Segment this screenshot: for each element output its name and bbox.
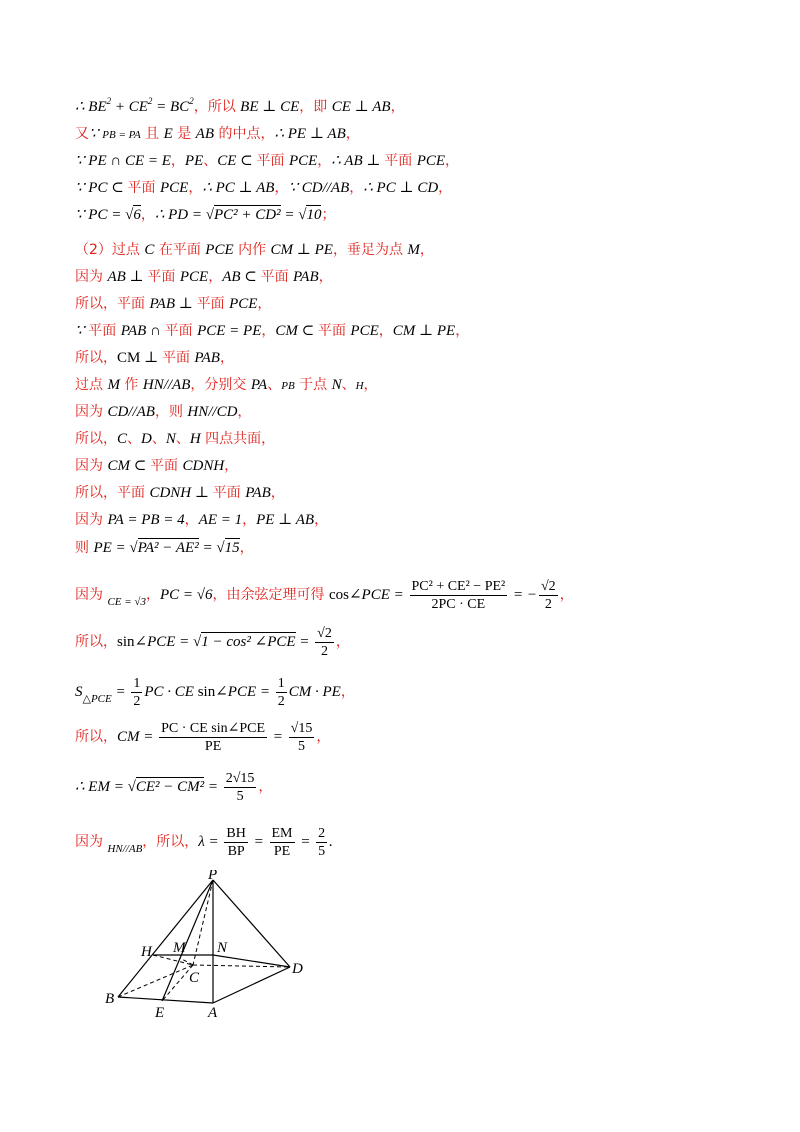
text-line bbox=[75, 348, 234, 368]
text-line bbox=[75, 456, 238, 476]
fraction bbox=[289, 720, 315, 755]
fraction bbox=[270, 825, 295, 860]
text-run: 因为 bbox=[75, 404, 108, 420]
radicand: 6 bbox=[133, 207, 141, 223]
text-run: ， bbox=[314, 512, 329, 528]
math-text: PCE = PE bbox=[197, 323, 262, 339]
math-text: PAB bbox=[194, 350, 220, 366]
text-run: ， bbox=[445, 153, 460, 169]
math-text: = √ bbox=[198, 540, 225, 556]
fraction-denominator: 2 bbox=[321, 644, 328, 659]
text-run: ， bbox=[224, 458, 239, 474]
fraction-denominator: 2 bbox=[544, 597, 552, 612]
math-text: PAB ∩ bbox=[120, 323, 165, 339]
text-run: （2）过点 bbox=[75, 242, 145, 258]
text-run: ， bbox=[349, 180, 364, 196]
fraction bbox=[131, 675, 142, 710]
text-line bbox=[75, 124, 360, 145]
text-run: 平面 bbox=[260, 269, 294, 285]
text-line bbox=[75, 510, 328, 530]
math-text: C bbox=[144, 242, 155, 258]
superscript: 2 bbox=[189, 96, 194, 106]
math-text: PAB ⊥ bbox=[149, 296, 197, 312]
math-text: ∵ PE ∩ CE = E bbox=[75, 153, 171, 169]
math-text: PCE bbox=[350, 323, 379, 339]
text-run: ， bbox=[188, 180, 203, 196]
text-run: ， bbox=[363, 377, 378, 393]
math-text: ∴ BE bbox=[75, 99, 107, 115]
radicand: 10 bbox=[306, 207, 322, 223]
math-text: + CE bbox=[111, 99, 148, 115]
math-text: = BC bbox=[152, 99, 190, 115]
math-text: = bbox=[111, 683, 130, 700]
text-run: ， bbox=[270, 485, 285, 501]
text-run: 的中点， bbox=[214, 126, 275, 142]
math-text: PA bbox=[250, 377, 268, 393]
math-text: PCE = bbox=[361, 586, 408, 603]
text-line bbox=[75, 538, 254, 558]
math-text: sin∠ bbox=[117, 633, 148, 650]
math-text-small: PB bbox=[281, 380, 295, 392]
text-run: ， bbox=[257, 296, 272, 312]
text-run: 所以，平面 bbox=[75, 485, 150, 501]
formula-line bbox=[75, 675, 355, 710]
text-run: ， bbox=[208, 269, 223, 285]
text-run: 因为 bbox=[75, 512, 108, 528]
math-text: CE ⊂ bbox=[217, 153, 257, 169]
superscript: 2 bbox=[106, 96, 112, 106]
text-line bbox=[75, 151, 459, 171]
math-text: CDNH ⊥ bbox=[149, 485, 213, 501]
text-run: ， bbox=[559, 586, 574, 603]
math-text: CM ⊂ bbox=[275, 323, 318, 339]
label-D: D bbox=[292, 961, 303, 977]
fraction-numerator: 2 bbox=[318, 826, 326, 841]
text-line bbox=[75, 321, 469, 341]
math-text: PE bbox=[184, 153, 204, 169]
text-run: ， bbox=[184, 512, 199, 528]
math-text: ∵ bbox=[89, 126, 103, 142]
math-text: M bbox=[407, 242, 420, 258]
edge-PE bbox=[162, 880, 213, 1001]
text-run: 所以，平面 bbox=[75, 296, 150, 312]
formula-line bbox=[75, 720, 330, 755]
fraction-denominator: 5 bbox=[298, 739, 306, 754]
text-run: ， bbox=[140, 207, 155, 223]
math-text: ∴ PC ⊥ CD bbox=[363, 180, 439, 196]
math-text: CM ⊂ bbox=[107, 458, 151, 474]
fraction-numerator: PC² + CE² − PE² bbox=[411, 579, 506, 594]
text-run: 因为 bbox=[75, 586, 108, 603]
formula-line bbox=[75, 770, 272, 805]
math-text: CM · PE bbox=[288, 683, 341, 700]
text-run: 、 bbox=[341, 377, 356, 393]
text-run: 因为 bbox=[75, 458, 108, 474]
text-run: ，所以 bbox=[193, 99, 241, 115]
text-run: ， bbox=[274, 180, 289, 196]
text-line bbox=[75, 97, 405, 118]
text-line bbox=[75, 267, 333, 287]
text-run: 所以， bbox=[75, 350, 117, 366]
text-run: 平面 bbox=[127, 180, 160, 196]
text-run: 平面 bbox=[212, 485, 246, 501]
text-run: ， bbox=[237, 404, 252, 420]
radicand: PA² − AE² bbox=[137, 540, 199, 556]
math-text: C bbox=[117, 431, 128, 447]
text-run: 平面 bbox=[317, 323, 351, 339]
formula-line bbox=[75, 825, 333, 860]
text-run: 平面 bbox=[384, 153, 417, 169]
fraction bbox=[316, 825, 327, 860]
text-run: 又 bbox=[75, 126, 89, 142]
label-M: M bbox=[173, 940, 186, 956]
text-run: 平面 bbox=[164, 323, 198, 339]
text-line bbox=[75, 205, 335, 225]
fraction-denominator: PE bbox=[204, 739, 222, 754]
math-text: H bbox=[189, 431, 201, 447]
math-text: BE ⊥ CE bbox=[240, 99, 300, 115]
formula-line bbox=[75, 625, 350, 660]
math-text: CM ⊥ bbox=[117, 350, 162, 366]
math-text: = bbox=[204, 778, 222, 795]
fraction-denominator: PE bbox=[273, 844, 291, 859]
math-text: S bbox=[75, 683, 83, 700]
text-run: 所以， bbox=[75, 431, 117, 447]
math-text: = bbox=[269, 728, 287, 745]
math-text: cos∠ bbox=[328, 586, 362, 603]
math-text: ∵ PC ⊂ bbox=[75, 180, 128, 196]
radicand: 1 − cos² ∠PCE bbox=[201, 633, 296, 650]
math-text: PC = √6 bbox=[159, 586, 213, 603]
label-E: E bbox=[155, 1005, 165, 1020]
math-text: . bbox=[329, 833, 333, 850]
fraction-numerator: BH bbox=[226, 826, 246, 841]
edge-CM bbox=[180, 958, 193, 965]
math-text: = bbox=[296, 833, 315, 850]
math-text: PAB bbox=[293, 269, 319, 285]
label-H: H bbox=[141, 944, 152, 960]
text-line bbox=[75, 429, 275, 449]
math-text: AB bbox=[195, 126, 214, 142]
text-run: 所以， bbox=[75, 728, 117, 745]
text-run: 因为 bbox=[75, 833, 108, 850]
math-text: N bbox=[331, 377, 342, 393]
math-text: ∴ PC ⊥ AB bbox=[202, 180, 275, 196]
text-run: ， bbox=[438, 180, 453, 196]
math-text: PCE bbox=[416, 153, 446, 169]
text-run: ，分别交 bbox=[190, 377, 251, 393]
text-run: 于点 bbox=[294, 377, 332, 393]
label-N: N bbox=[217, 940, 228, 956]
text-run: ，则 bbox=[154, 404, 188, 420]
math-text: PE ⊥ AB bbox=[256, 512, 315, 528]
math-text: M bbox=[107, 377, 120, 393]
fraction bbox=[159, 720, 267, 755]
text-run: ； bbox=[321, 207, 336, 223]
label-A: A bbox=[208, 1005, 218, 1020]
math-text: sin∠ bbox=[193, 683, 228, 700]
math-text: PCE bbox=[159, 180, 189, 196]
math-text-small: PB = PA bbox=[102, 129, 141, 141]
pyramid-figure bbox=[100, 870, 320, 1020]
text-run: 、 bbox=[267, 377, 282, 393]
label-P: P bbox=[208, 870, 218, 883]
text-run: 内作 bbox=[233, 242, 271, 258]
text-run: ， bbox=[335, 633, 350, 650]
fraction-numerator: √2 bbox=[540, 579, 556, 594]
label-C: C bbox=[189, 970, 200, 986]
text-run: 平面 bbox=[196, 296, 230, 312]
fraction-numerator: 2√15 bbox=[225, 771, 255, 786]
math-text: PA = PB = 4 bbox=[107, 512, 185, 528]
text-run: ， bbox=[219, 350, 234, 366]
math-text: E bbox=[163, 126, 173, 142]
text-run: 平面 bbox=[150, 458, 183, 474]
text-run: 是 bbox=[172, 126, 196, 142]
text-run: ， bbox=[340, 683, 355, 700]
math-text: CM ⊥ PE bbox=[270, 242, 333, 258]
label-B: B bbox=[105, 991, 115, 1007]
math-text: = − bbox=[509, 586, 537, 603]
text-run: 四点共面， bbox=[200, 431, 276, 447]
text-run: ， bbox=[317, 153, 332, 169]
math-text: ∴ PD = √ bbox=[154, 207, 214, 223]
subscript-math: HN//AB bbox=[107, 842, 143, 855]
math-text: = bbox=[295, 633, 314, 650]
fraction-denominator: 2PC · CE bbox=[431, 597, 486, 612]
math-text: AE = 1 bbox=[198, 512, 243, 528]
fraction-numerator: PC · CE sin∠PCE bbox=[161, 721, 266, 736]
text-run: ，垂足为点 bbox=[332, 242, 408, 258]
text-run: ， bbox=[316, 728, 331, 745]
math-text: CDNH bbox=[182, 458, 225, 474]
text-run: ，即 bbox=[299, 99, 332, 115]
fraction-numerator: √2 bbox=[317, 626, 332, 641]
text-run: 、 bbox=[127, 431, 142, 447]
text-run: 、 bbox=[175, 431, 190, 447]
subscript-math: CE = √3 bbox=[107, 595, 146, 608]
text-run: 因为 bbox=[75, 269, 108, 285]
text-run: 平面 bbox=[161, 350, 195, 366]
text-run: ， bbox=[455, 323, 470, 339]
text-run: 过点 bbox=[75, 377, 108, 393]
fraction-denominator: 5 bbox=[236, 789, 244, 804]
math-text: CM = bbox=[117, 728, 158, 745]
text-run: ， bbox=[170, 153, 185, 169]
fraction-denominator: BP bbox=[227, 844, 245, 859]
math-text: AB ⊥ bbox=[107, 269, 148, 285]
text-line bbox=[75, 402, 251, 422]
math-text: λ = bbox=[198, 833, 223, 850]
math-text: ∴ AB ⊥ bbox=[331, 153, 385, 169]
math-text: CD//AB bbox=[107, 404, 155, 420]
text-run: 所以， bbox=[75, 633, 117, 650]
math-text: PCE = √ bbox=[147, 633, 202, 650]
text-run: 、 bbox=[151, 431, 166, 447]
text-run: ， bbox=[318, 269, 333, 285]
superscript: 2 bbox=[147, 96, 153, 106]
fraction bbox=[315, 625, 334, 660]
fraction bbox=[539, 578, 558, 613]
text-run: 且 bbox=[140, 126, 164, 142]
radicand: PC² + CD² bbox=[213, 207, 281, 223]
math-text: PCE bbox=[288, 153, 318, 169]
math-text: PE = √ bbox=[93, 540, 138, 556]
math-text: PC · CE bbox=[144, 683, 194, 700]
math-text: ∵ CD//AB bbox=[288, 180, 350, 196]
text-run: ， bbox=[345, 126, 360, 142]
fraction-denominator: 2 bbox=[133, 694, 141, 709]
text-run: ，由余弦定理可得 bbox=[212, 586, 329, 603]
text-run: ， bbox=[239, 540, 254, 556]
text-run: ， bbox=[419, 242, 434, 258]
edge-HC bbox=[153, 955, 193, 965]
text-run: ， bbox=[258, 778, 273, 795]
fraction-numerator: EM bbox=[271, 826, 293, 841]
math-text: AB ⊂ bbox=[222, 269, 261, 285]
edge-BC bbox=[118, 965, 193, 997]
math-text: PAB bbox=[245, 485, 271, 501]
math-text: PCE = bbox=[227, 683, 274, 700]
math-text: = √ bbox=[280, 207, 307, 223]
fraction-denominator: 5 bbox=[318, 844, 326, 859]
text-run: 、 bbox=[203, 153, 218, 169]
subscript: △PCE bbox=[82, 692, 112, 705]
fraction bbox=[276, 675, 287, 710]
text-run: ， bbox=[145, 586, 160, 603]
text-line bbox=[75, 178, 452, 198]
radicand: 15 bbox=[224, 540, 240, 556]
text-run: 平面 bbox=[147, 269, 180, 285]
formula-line bbox=[75, 578, 574, 613]
text-run: 平面 bbox=[88, 323, 121, 339]
edge-BA bbox=[118, 997, 213, 1003]
text-line bbox=[75, 240, 434, 260]
text-run: ， bbox=[242, 512, 257, 528]
text-run: ， bbox=[378, 323, 393, 339]
fraction-denominator: 2 bbox=[277, 694, 285, 709]
math-text: ∵ bbox=[75, 323, 89, 339]
math-text: HN//AB bbox=[142, 377, 191, 393]
math-text-small: H bbox=[355, 380, 364, 392]
math-text: ∴ EM = √ bbox=[75, 778, 136, 795]
fraction-numerator: 1 bbox=[277, 676, 285, 691]
math-text: CE ⊥ AB bbox=[331, 99, 391, 115]
fraction bbox=[224, 770, 257, 805]
text-run: 在平面 bbox=[154, 242, 206, 258]
edge-AD bbox=[213, 967, 290, 1003]
math-text: PCE bbox=[229, 296, 258, 312]
math-text: PCE bbox=[205, 242, 234, 258]
text-run: ， bbox=[390, 99, 405, 115]
text-line bbox=[75, 483, 285, 503]
text-run: ， bbox=[261, 323, 276, 339]
text-line bbox=[75, 294, 271, 314]
fraction-numerator: √15 bbox=[290, 721, 313, 736]
math-text: N bbox=[165, 431, 176, 447]
math-text: D bbox=[141, 431, 152, 447]
text-run: ，所以， bbox=[142, 833, 199, 850]
text-line bbox=[75, 375, 378, 396]
math-text: PCE bbox=[179, 269, 209, 285]
radicand: CE² − CM² bbox=[135, 778, 205, 795]
fraction-numerator: 1 bbox=[133, 676, 141, 691]
text-run: 平面 bbox=[256, 153, 289, 169]
math-text: HN//CD bbox=[187, 404, 238, 420]
math-text: = bbox=[249, 833, 268, 850]
fraction bbox=[410, 578, 508, 613]
text-run: 则 bbox=[75, 540, 94, 556]
fraction bbox=[224, 825, 247, 860]
math-text: CM ⊥ PE bbox=[392, 323, 456, 339]
math-text: ∵ PC = √ bbox=[75, 207, 134, 223]
math-text: ∴ PE ⊥ AB bbox=[274, 126, 346, 142]
text-run: 作 bbox=[119, 377, 143, 393]
